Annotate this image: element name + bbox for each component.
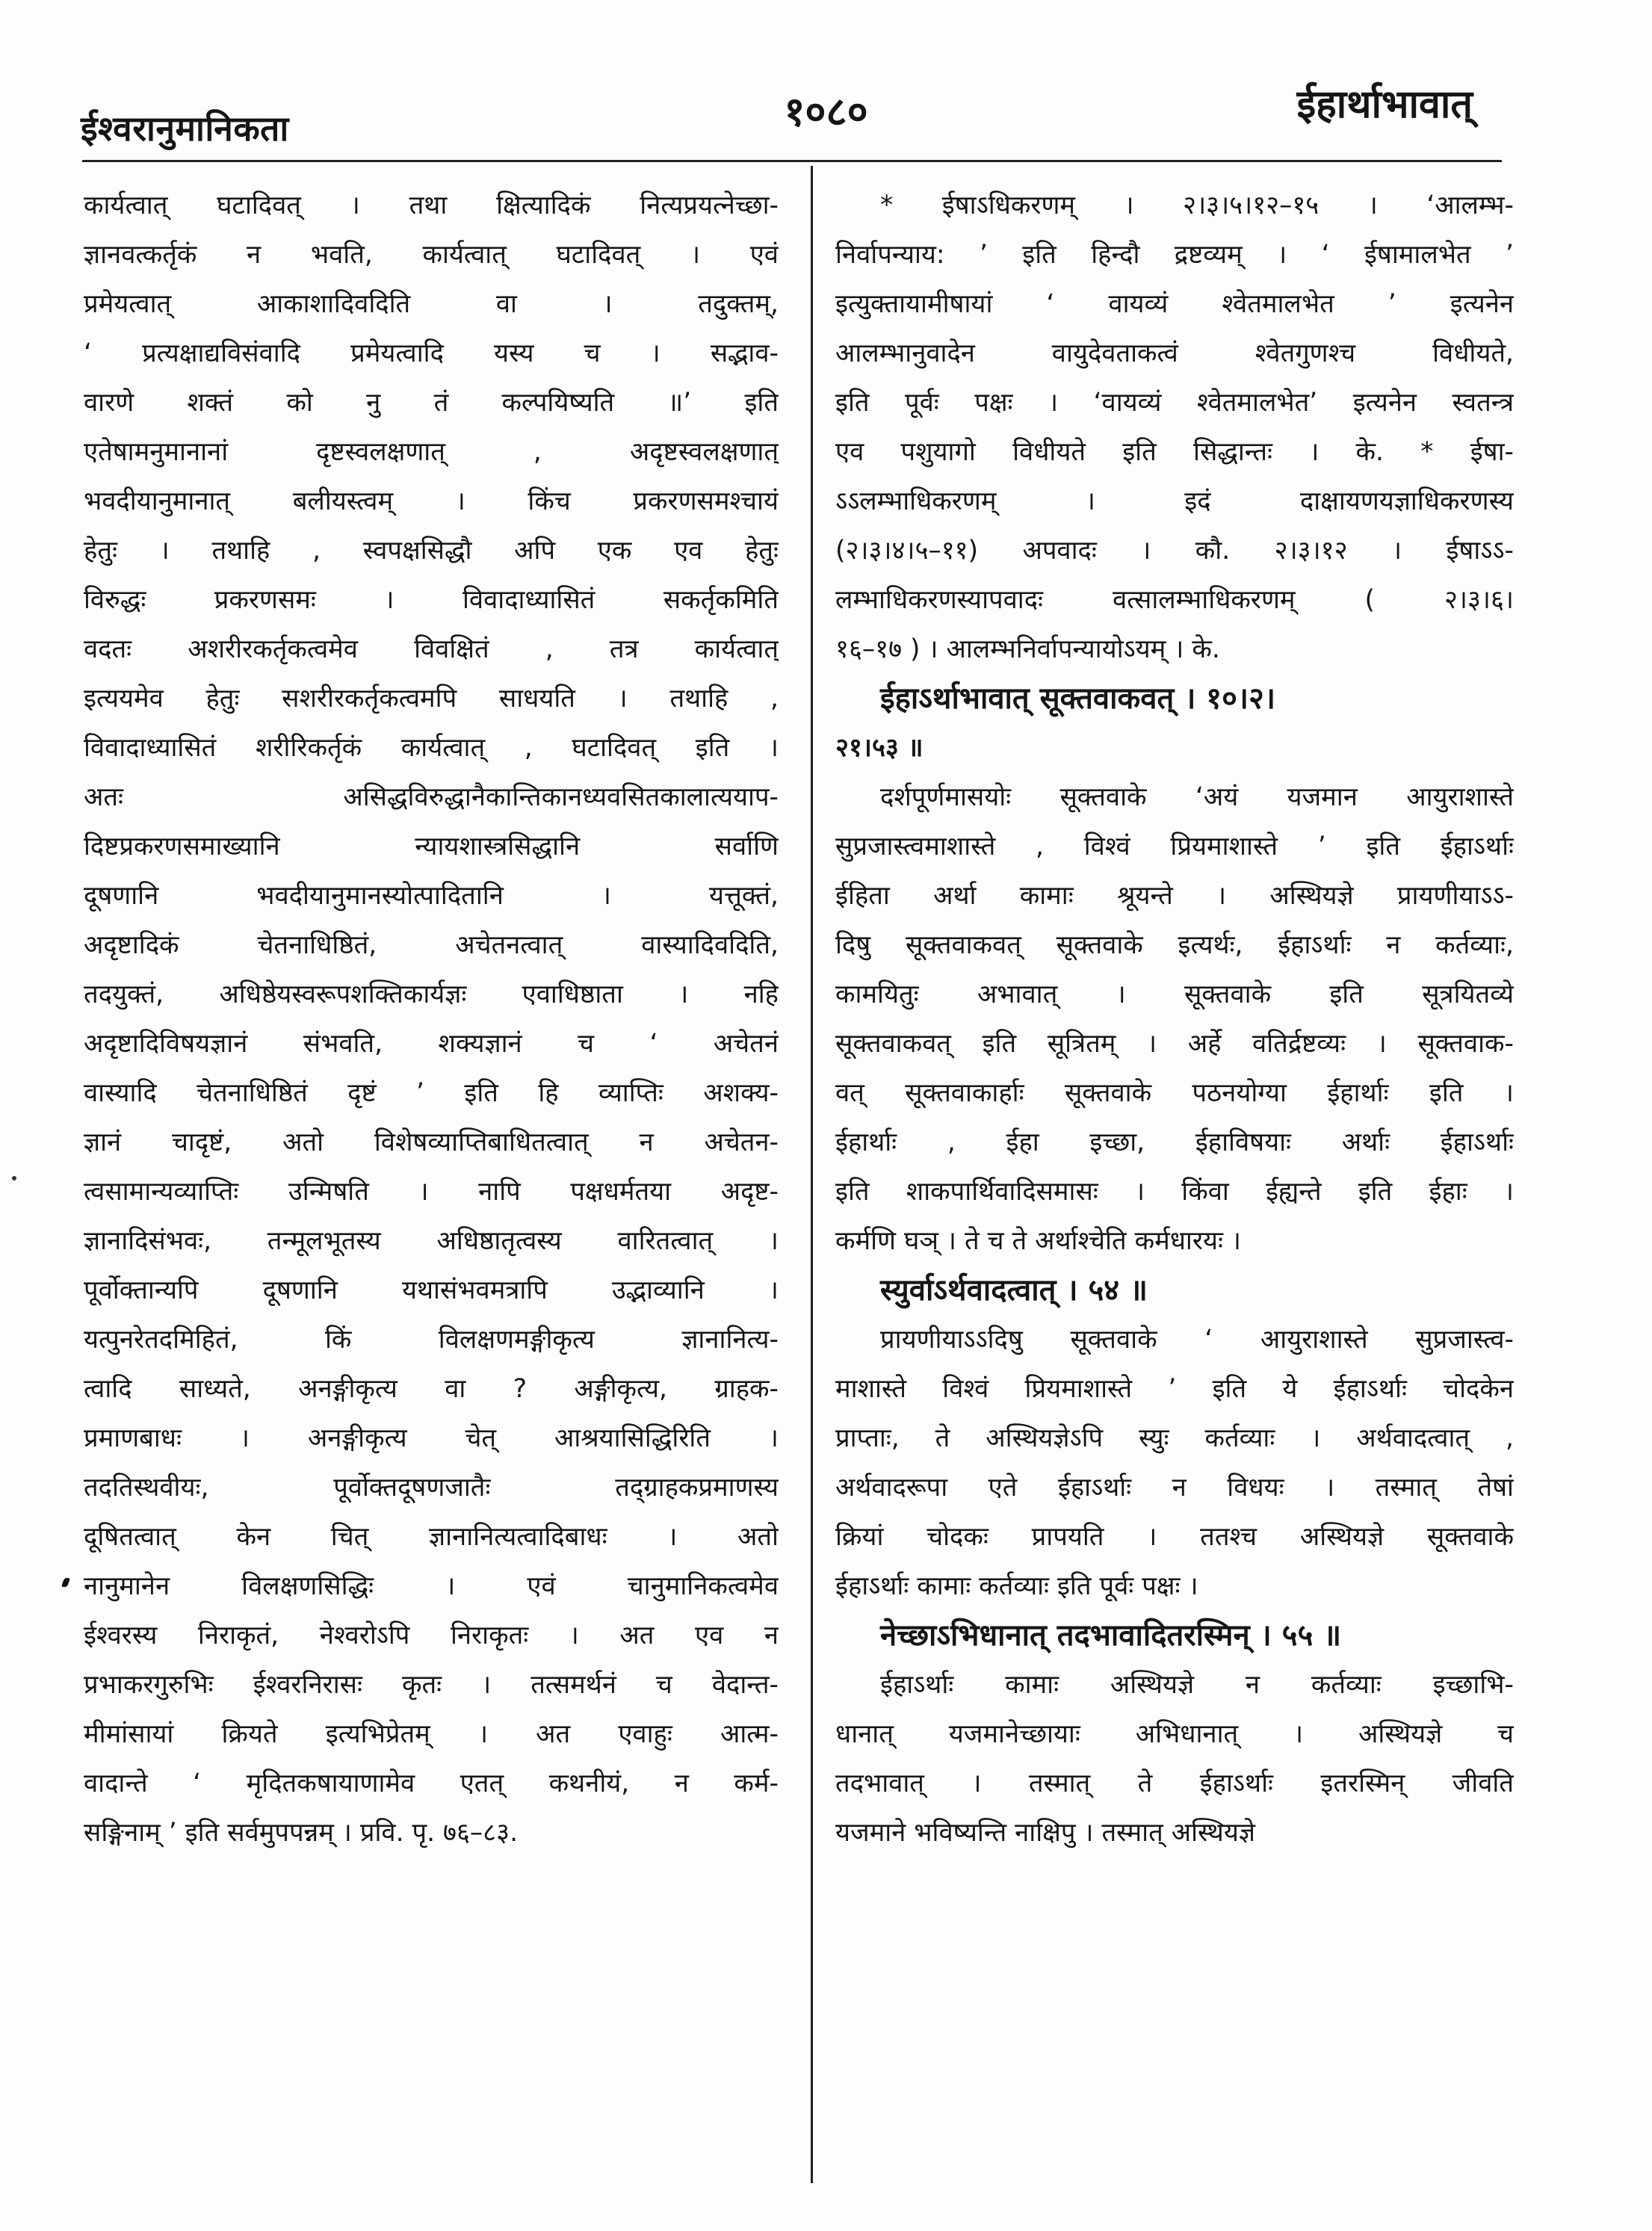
text-line: वादान्ते ‘ मृदितकषायाणामेव एतत् कथनीयं, न कर्म- xyxy=(84,1769,779,1798)
text-line: त्वसामान्यव्याप्तिः उन्मिषति । नापि पक्षधर्मतया अदृष्ट- xyxy=(84,1177,779,1207)
right-column xyxy=(835,181,1514,1857)
text-line: क्रियां चोदकः प्रापयति । ततश्च अस्थियज्ञे सूक्तवाके xyxy=(835,1522,1514,1552)
text-line: तदतिस्थवीयः, पूर्वोक्तदूषणजातैः तद्ग्राहकप्रमाणस्य xyxy=(84,1473,779,1503)
text-line: एतेषामनुमानानां दृष्टस्वलक्षणात् , अदृष्टस्वलक्षणात् xyxy=(84,437,779,467)
text-line: तदयुक्तं, अधिष्ठेयस्वरूपशक्तिकार्यज्ञः एवाधिष्ठाता । नहि xyxy=(84,980,779,1009)
text-line: अदृष्टादिविषयज्ञानं संभवति, शक्यज्ञानं च ‘ अचेतनं xyxy=(84,1029,779,1059)
text-line: प्रमेयत्वात् आकाशादिवदिति वा । तदुक्तम्, xyxy=(84,289,779,319)
text-line: अदृष्टादिकं चेतनाधिष्ठितं, अचेतनत्वात् वास्यादिवदिति, xyxy=(84,930,779,960)
text-line: प्रमाणबाधः । अनङ्गीकृत्य चेत् आश्रयासिद्धिरिति । xyxy=(84,1423,779,1453)
text-line: माशास्ते विश्वं प्रियमाशास्ते ’ इति ये ईहाऽर्थाः चोदकेन xyxy=(835,1374,1514,1404)
text-line: एव पशुयागो विधीयते इति सिद्धान्तः । के. * ईषा- xyxy=(835,437,1514,467)
running-head-left: ईश्वरानुमानिकता xyxy=(81,108,289,149)
page-number: १०८० xyxy=(784,88,868,135)
text-line: यजमाने भविष्यन्ति नाक्षिपु । तस्मात् अस्थियज्ञे xyxy=(835,1818,1255,1848)
text-line: कामयितुः अभावात् । सूक्तवाके इति सूत्रयितव्ये xyxy=(835,980,1514,1009)
left-column xyxy=(84,181,779,1857)
text-line: दर्शपूर्णमासयोः सूक्तवाके ‘अयं यजमान आयुराशास्ते xyxy=(880,782,1514,812)
text-line: वदतः अशरीरकर्तृकत्वमेव विवक्षितं , तत्र कार्यत्वात् xyxy=(84,634,779,664)
text-line: विवादाध्यासितं शरीरिकर्तृकं कार्यत्वात् , घटादिवत् इति । xyxy=(84,733,779,763)
text-line: ज्ञानादिसंभवः, तन्मूलभूतस्य अधिष्ठातृत्वस्य वारितत्वात् । xyxy=(84,1226,779,1256)
text-line: ईहाऽर्थाः कामाः कर्तव्याः इति पूर्वः पक्षः । xyxy=(835,1571,1198,1601)
text-line: वारणे शक्तं को नु तं कल्पयिष्यति ॥’ इति xyxy=(84,388,779,418)
running-head-right: ईहार्थाभावात् xyxy=(1296,82,1473,127)
text-line: ज्ञानं चादृष्टं, अतो विशेषव्याप्तिबाधितत्वात् न अचेतन- xyxy=(84,1127,779,1157)
text-line: सङ्गिनाम् ’ इति सर्वमुपपन्नम् । प्रवि. पृ. ७६–८३. xyxy=(84,1818,519,1848)
header-rule xyxy=(82,160,1502,162)
text-line: कार्यत्वात् घटादिवत् । तथा क्षित्यादिकं नित्यप्रयत्नेच्छा- xyxy=(84,191,779,220)
sutra-heading-1: ईहाऽर्थाभावात् सूक्तवाकवत् । १०।२। xyxy=(880,681,1276,716)
text-line: धानात् यजमानेच्छायाः अभिधानात् । अस्थियज्ञे च xyxy=(835,1719,1514,1749)
text-line: यत्पुनरेतदमिहितं, किं विलक्षणमङ्गीकृत्य ज्ञानानित्य- xyxy=(84,1325,779,1355)
column-divider xyxy=(811,166,813,2183)
text-line: आलम्भानुवादेन वायुदेवताकत्वं श्वेतगुणश्च विधीयते, xyxy=(835,338,1514,368)
page-header xyxy=(0,0,1652,179)
text-line: १६–१७ ) । आलम्भनिर्वापन्यायोऽयम् । के. xyxy=(835,634,1220,664)
text-line: * ईषाऽधिकरणम् । २।३।५।१२–१५ । ‘आलम्भ- xyxy=(880,191,1514,220)
text-line: प्रायणीयाऽऽदिषु सूक्तवाके ‘ आयुराशास्ते सुप्रजास्त्व- xyxy=(880,1325,1514,1355)
text-line: दूषणानि भवदीयानुमानस्योत्पादितानि । यत्तूक्तं, xyxy=(84,881,779,911)
sutra-heading-3: नेच्छाऽभिधानात् तदभावादितरस्मिन् । ५५ ॥ xyxy=(880,1618,1342,1653)
sutra-heading-1-cont: २१।५३ ॥ xyxy=(835,733,924,763)
text-line: प्राप्ताः, ते अस्थियज्ञेऽपि स्युः कर्तव्याः । अर्थवादत्वात् , xyxy=(835,1423,1514,1453)
sutra-heading-2: स्युर्वाऽर्थवादत्वात् । ५४ ॥ xyxy=(880,1273,1148,1308)
text-line: इत्ययमेव हेतुः सशरीरकर्तृकत्वमपि साधयति । तथाहि , xyxy=(84,684,779,714)
text-line: ईहिता अर्था कामाः श्रूयन्ते । अस्थियज्ञे प्रायणीयाऽऽ- xyxy=(835,881,1514,911)
text-line: लम्भाधिकरणस्यापवादः वत्सालम्भाधिकरणम् ( २।३।६। xyxy=(835,585,1514,615)
text-line: ईश्वरस्य निराकृतं, नेश्वरोऽपि निराकृतः । अत एव न xyxy=(84,1621,779,1650)
text-line: दूषितत्वात् केन चित् ज्ञानानित्यत्वादिबाधः । अतो xyxy=(84,1522,779,1552)
text-line: (२।३।४।५–११) अपवादः । कौ. २।३।१२ । ईषाऽऽ- xyxy=(835,536,1514,566)
text-line: ईहाऽर्थाः कामाः अस्थियज्ञे न कर्तव्याः इच्छाभि- xyxy=(880,1670,1514,1700)
text-line: ईहार्थाः , ईहा इच्छा, ईहाविषयाः अर्थाः ईहाऽर्थाः xyxy=(835,1127,1514,1157)
text-line: हेतुः । तथाहि , स्वपक्षसिद्धौ अपि एक एव हेतुः xyxy=(84,536,779,566)
margin-mark xyxy=(61,1578,70,1587)
text-line: दिषु सूक्तवाकवत् सूक्तवाके इत्यर्थः, ईहाऽर्थाः न कर्तव्याः, xyxy=(835,930,1514,960)
text-line: वास्यादि चेतनाधिष्ठितं दृष्टं ’ इति हि व्याप्तिः अशक्य- xyxy=(84,1078,779,1108)
text-line: प्रभाकरगुरुभिः ईश्वरनिरासः कृतः । तत्समर्थनं च वेदान्त- xyxy=(84,1670,779,1700)
text-line: दिष्टप्रकरणसमाख्यानि न्यायशास्त्रसिद्धानि सर्वाणि xyxy=(84,832,779,861)
text-line: ज्ञानवत्कर्तृकं न भवति, कार्यत्वात् घटादिवत् । एवं xyxy=(84,240,779,270)
text-line: इत्युक्तायामीषायां ‘ वायव्यं श्वेतमालभेत ’ इत्यनेन xyxy=(835,289,1514,319)
text-line: निर्वापन्याय: ’ इति हिन्दौ द्रष्टव्यम् । ‘ ईषामालभेत ’ xyxy=(835,240,1514,270)
text-line: वत् सूक्तवाकार्हाः सूक्तवाके पठनयोग्या ईहार्थाः इति । xyxy=(835,1078,1514,1108)
text-line: त्वादि साध्यते, अनङ्गीकृत्य वा ? अङ्गीकृत्य, ग्राहक- xyxy=(84,1374,779,1404)
text-line: ऽऽलम्भाधिकरणम् । इदं दाक्षायणयज्ञाधिकरणस्य xyxy=(835,486,1514,516)
text-line: पूर्वोक्तान्यपि दूषणानि यथासंभवमत्रापि उद्भाव्यानि । xyxy=(84,1275,779,1305)
text-line: इति शाकपार्थिवादिसमासः । किंवा ईह्यन्ते इति ईहाः । xyxy=(835,1177,1514,1207)
text-line: मीमांसायां क्रियते इत्यभिप्रेतम् । अत एवाहुः आत्म- xyxy=(84,1719,779,1749)
text-line: अर्थवादरूपा एते ईहाऽर्थाः न विधयः । तस्मात् तेषां xyxy=(835,1473,1514,1503)
text-line: सुप्रजास्त्वमाशास्ते , विश्वं प्रियमाशास्ते ’ इति ईहाऽर्थाः xyxy=(835,832,1514,861)
text-line: भवदीयानुमानात् बलीयस्त्वम् । किंच प्रकरणसमश्चायं xyxy=(84,486,779,516)
text-line: कर्मणि घञ् । ते च ते अर्थाश्चेति कर्मधारयः । xyxy=(835,1226,1241,1256)
text-line: तदभावात् । तस्मात् ते ईहाऽर्थाः इतरस्मिन् जीवति xyxy=(835,1769,1514,1798)
text-line: सूक्तवाकवत् इति सूत्रितम् । अर्हे वतिर्द्रष्टव्यः । सूक्तवाक- xyxy=(835,1029,1514,1059)
text-line: विरुद्धः प्रकरणसमः । विवादाध्यासितं सकर्तृकमिति xyxy=(84,585,779,615)
text-line: नानुमानेन विलक्षणसिद्धिः । एवं चानुमानिकत्वमेव xyxy=(84,1571,779,1601)
margin-dot xyxy=(12,1176,16,1181)
text-line: इति पूर्वः पक्षः । ‘वायव्यं श्वेतमालभेत’ इत्यनेन स्वतन्त्र xyxy=(835,388,1514,418)
text-line: ‘ प्रत्यक्षाद्यविसंवादि प्रमेयत्वादि यस्य च । सद्भाव- xyxy=(84,338,779,368)
text-line: अतः असिद्धविरुद्धानैकान्तिकानध्यवसितकालात्ययाप- xyxy=(84,782,779,812)
